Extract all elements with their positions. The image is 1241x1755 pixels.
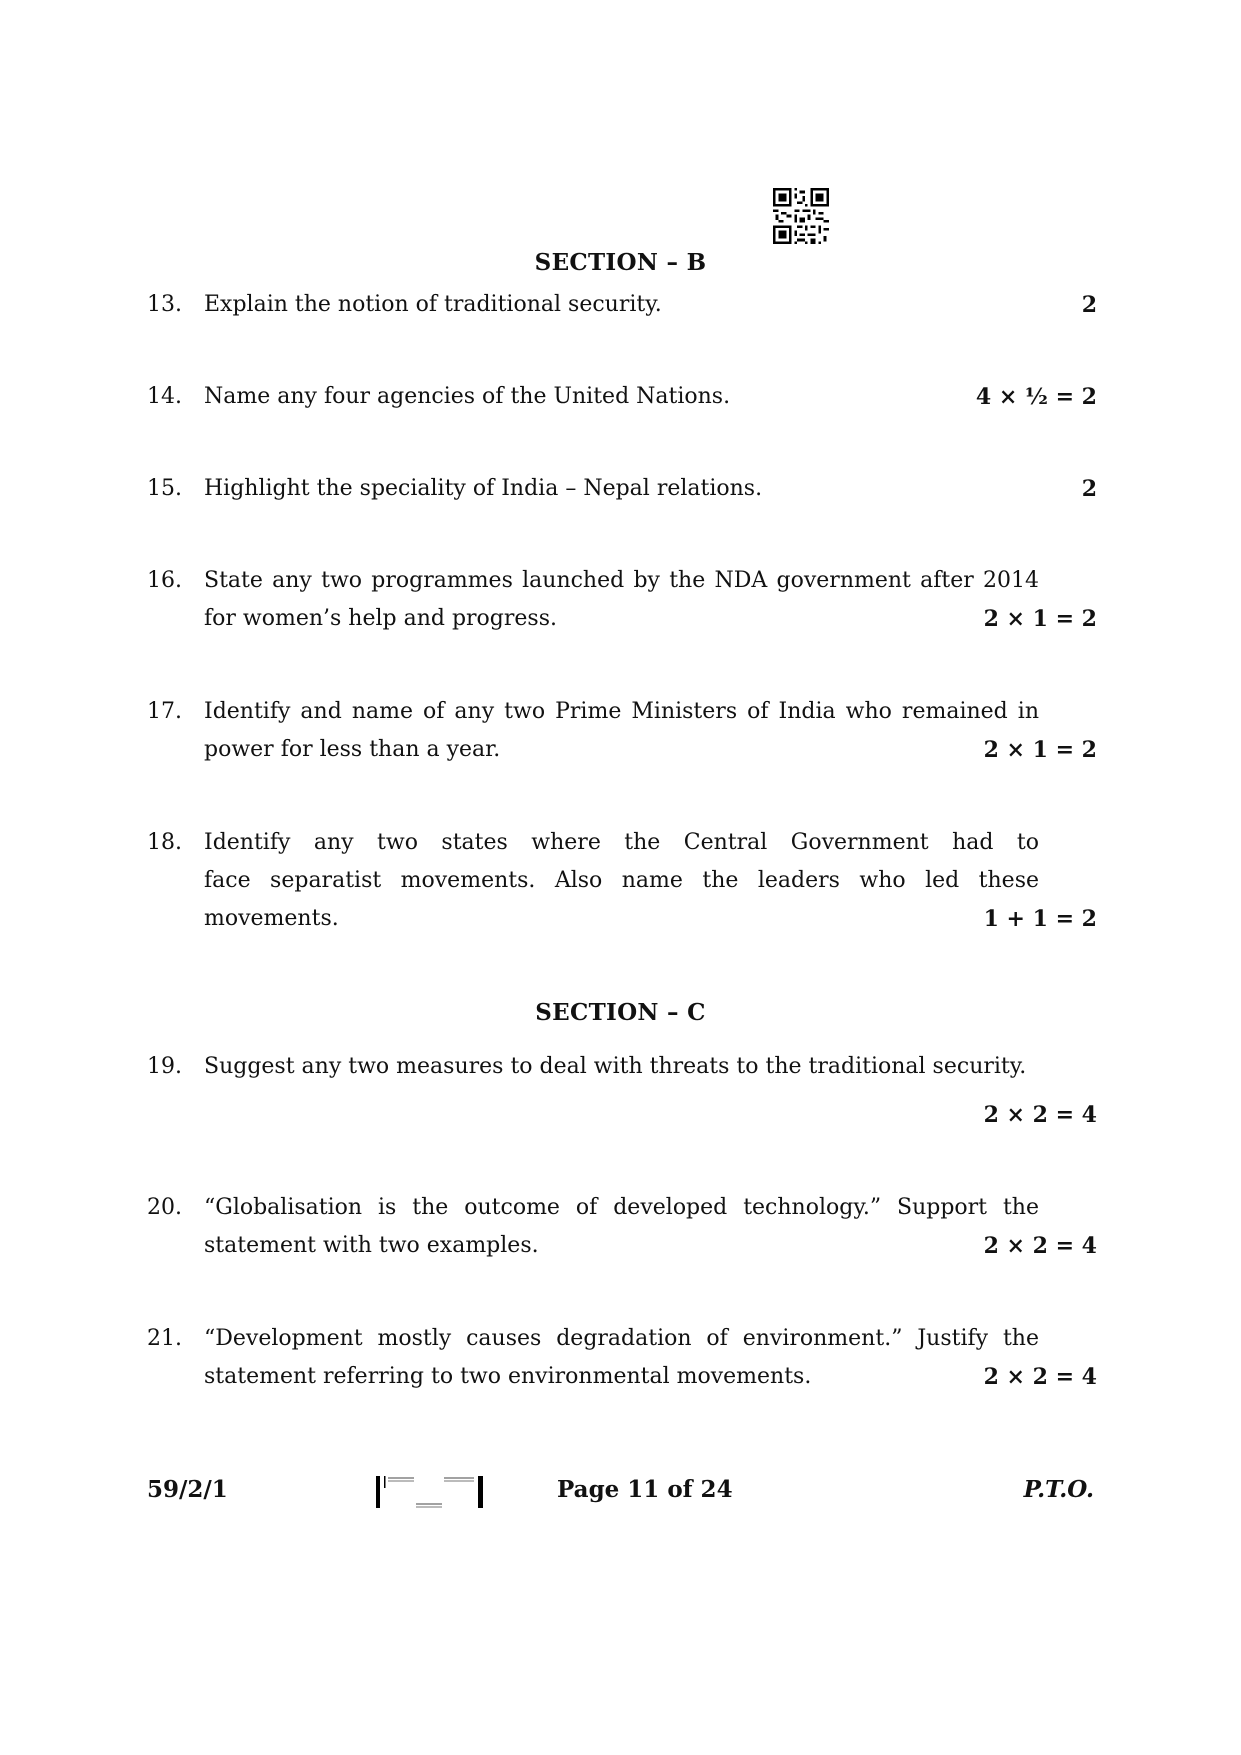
question-number: 17. bbox=[147, 699, 182, 724]
question-text bbox=[204, 286, 1039, 324]
question-marks: 2 bbox=[1081, 476, 1097, 502]
question-text bbox=[204, 378, 1039, 416]
question-number: 19. bbox=[147, 1054, 182, 1079]
qr-code-icon bbox=[773, 188, 829, 244]
question-line: Highlight the speciality of India – Nepal relations. bbox=[204, 476, 763, 501]
question-text bbox=[204, 1048, 1104, 1086]
question-number: 13. bbox=[147, 292, 182, 317]
paper-code: 59/2/1 bbox=[147, 1476, 228, 1503]
question-marks: 2 × 1 = 2 bbox=[983, 737, 1097, 763]
question-marks: 2 × 2 = 4 bbox=[983, 1364, 1097, 1390]
question-line: Identify and name of any two Prime Ministers of India who remained in bbox=[204, 699, 1039, 724]
question-marks: 4 × ½ = 2 bbox=[975, 384, 1097, 410]
question-number: 20. bbox=[147, 1195, 182, 1220]
question-number: 14. bbox=[147, 384, 182, 409]
pto-label: P.T.O. bbox=[1023, 1476, 1094, 1503]
question-line: Suggest any two measures to deal with threats to the traditional security. bbox=[204, 1054, 1027, 1079]
question-line: movements. bbox=[204, 906, 339, 931]
question-marks: 2 × 2 = 4 bbox=[983, 1102, 1097, 1128]
question-text bbox=[204, 1320, 1039, 1396]
question-line: statement referring to two environmental movements. bbox=[204, 1364, 812, 1389]
question-line: Explain the notion of traditional security. bbox=[204, 292, 662, 317]
question-marks: 1 + 1 = 2 bbox=[983, 906, 1097, 932]
question-text bbox=[204, 693, 1039, 769]
question-text bbox=[204, 562, 1039, 638]
question-text bbox=[204, 1189, 1039, 1265]
question-text bbox=[204, 824, 1039, 938]
barcode-icon bbox=[376, 1474, 484, 1510]
question-number: 16. bbox=[147, 568, 182, 593]
question-line: “Development mostly causes degradation of environment.” Justify the bbox=[204, 1326, 1039, 1351]
question-marks: 2 × 2 = 4 bbox=[983, 1233, 1097, 1259]
question-number: 15. bbox=[147, 476, 182, 501]
question-marks: 2 bbox=[1081, 292, 1097, 318]
question-line: statement with two examples. bbox=[204, 1233, 539, 1258]
question-line: Name any four agencies of the United Nations. bbox=[204, 384, 731, 409]
page-number: Page 11 of 24 bbox=[557, 1476, 733, 1503]
section-c-heading: SECTION – C bbox=[535, 999, 706, 1026]
question-number: 21. bbox=[147, 1326, 182, 1351]
question-line: power for less than a year. bbox=[204, 737, 501, 762]
question-marks: 2 × 1 = 2 bbox=[983, 606, 1097, 632]
question-number: 18. bbox=[147, 830, 182, 855]
question-line: for women’s help and progress. bbox=[204, 606, 557, 631]
question-line: face separatist movements. Also name the leaders who led these bbox=[204, 868, 1039, 893]
question-line: State any two programmes launched by the NDA government after 2014 bbox=[204, 568, 1039, 593]
question-text bbox=[204, 470, 1039, 508]
question-line: Identify any two states where the Central Government had to bbox=[204, 830, 1039, 855]
section-b-heading: SECTION – B bbox=[534, 249, 707, 276]
question-line: “Globalisation is the outcome of developed technology.” Support the bbox=[204, 1195, 1039, 1220]
